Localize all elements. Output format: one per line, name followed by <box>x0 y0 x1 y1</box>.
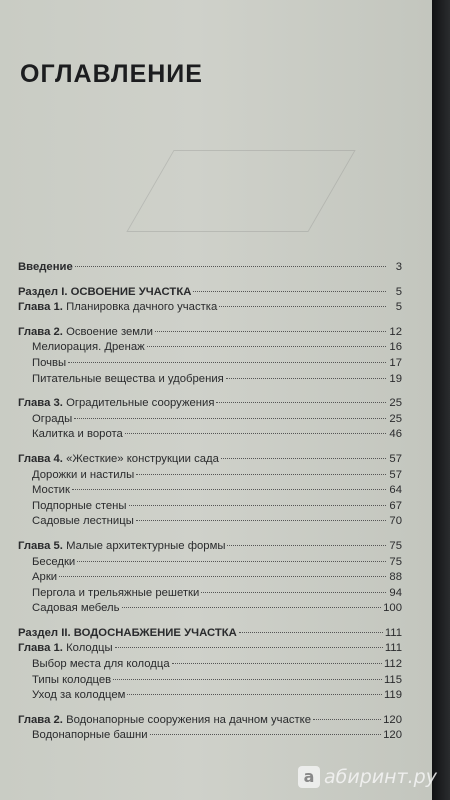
toc-entry-title <box>18 627 237 639</box>
toc-entry <box>18 428 402 444</box>
entry-text: Выбор места для колодца <box>32 658 170 671</box>
toc-entry-title <box>32 484 70 496</box>
toc-entry <box>18 556 402 572</box>
entry-text: Мостик <box>32 484 70 497</box>
toc-entry <box>18 515 402 531</box>
toc-entry-title <box>32 515 134 527</box>
entry-text: Беседки <box>32 555 76 568</box>
page-number: 12 <box>389 325 402 338</box>
chapter-label: Глава 1. <box>18 642 63 655</box>
dot-leader <box>227 545 386 546</box>
entry-text: Подпорные стены <box>32 499 127 512</box>
chapter-title: Малые архитектурные формы <box>66 539 226 552</box>
page-number: 100 <box>383 602 402 615</box>
labirint-logo-icon: а <box>298 766 320 788</box>
dot-leader <box>239 632 383 633</box>
dot-leader <box>113 679 382 680</box>
dot-leader <box>68 362 386 363</box>
chapter-title: Колодцы <box>66 642 113 655</box>
page-number: 119 <box>383 689 402 702</box>
dot-leader <box>155 331 386 332</box>
page-number: 57 <box>389 452 402 465</box>
toc-entry-title <box>32 571 57 583</box>
toc-entry <box>18 627 402 643</box>
dot-leader <box>136 520 386 521</box>
page-number: 111 <box>384 642 402 655</box>
chapter-title: Оградительные сооружения <box>66 397 215 410</box>
chapter-label: Глава 4. <box>18 452 63 465</box>
entry-text: Калитка и ворота <box>32 428 123 441</box>
chapter-title: Водонапорные сооружения на дачном участке <box>66 713 312 726</box>
entry-text: Уход за колодцем <box>32 689 126 702</box>
toc-entry <box>18 341 402 357</box>
toc-entry-title <box>32 469 134 481</box>
faded-illustration <box>126 150 355 232</box>
chapter-label: Глава 3. <box>18 397 63 410</box>
toc-entry-title <box>32 556 75 568</box>
page-number: 5 <box>395 285 402 298</box>
toc-entry <box>18 453 402 469</box>
page-number: 120 <box>383 729 402 742</box>
toc-entry-title <box>18 397 214 409</box>
toc-entry <box>18 357 402 373</box>
dot-leader <box>193 291 386 292</box>
page-number: 120 <box>383 713 402 726</box>
toc-entry-title <box>32 500 127 512</box>
chapter-label: Глава 2. <box>18 713 63 726</box>
toc-entry-title <box>32 357 66 369</box>
page-number: 75 <box>389 555 402 568</box>
chapter-label: Глава 2. <box>18 325 63 338</box>
page-number: 70 <box>389 515 402 528</box>
entry-text: Введение <box>18 261 73 273</box>
dot-leader <box>122 607 382 608</box>
watermark <box>298 766 437 788</box>
page-title: ОГЛАВЛЕНИЕ <box>20 60 203 88</box>
toc-entry-title <box>32 373 224 385</box>
toc-entry <box>18 689 402 705</box>
table-of-contents <box>18 261 402 745</box>
toc-entry <box>18 714 402 730</box>
toc-entry-title <box>32 587 199 599</box>
toc-entry <box>18 658 402 674</box>
page-number: 3 <box>395 261 402 273</box>
toc-entry-title <box>32 428 123 440</box>
entry-text: Почвы <box>32 356 67 369</box>
toc-entry <box>18 413 402 429</box>
toc-entry-title <box>18 326 153 338</box>
dot-leader <box>125 433 386 434</box>
dot-leader <box>129 505 386 506</box>
page-number: 67 <box>389 499 402 512</box>
page-number: 115 <box>383 673 402 686</box>
toc-entry-title <box>18 540 225 552</box>
toc-entry <box>18 540 402 556</box>
chapter-label: Глава 5. <box>18 539 63 552</box>
dot-leader <box>77 561 386 562</box>
dot-leader <box>59 576 386 577</box>
toc-entry <box>18 397 402 413</box>
dot-leader <box>147 346 386 347</box>
toc-entry <box>18 642 402 658</box>
chapter-label: Глава 1. <box>18 301 63 314</box>
entry-text: Садовая мебель <box>32 602 120 615</box>
entry-text: Дорожки и настилы <box>32 468 135 481</box>
toc-entry-title <box>18 301 217 313</box>
toc-entry-title <box>32 341 145 353</box>
dot-leader <box>221 458 386 459</box>
toc-entry-title <box>18 261 73 273</box>
toc-entry <box>18 729 402 745</box>
entry-text: Питательные вещества и удобрения <box>32 372 224 385</box>
toc-entry <box>18 587 402 603</box>
page-number: 25 <box>389 397 402 410</box>
entry-text: Раздел I. ОСВОЕНИЕ УЧАСТКА <box>18 285 192 298</box>
page-number: 19 <box>389 372 402 385</box>
page-number: 111 <box>384 626 402 639</box>
toc-entry-title <box>32 689 125 701</box>
toc-entry <box>18 484 402 500</box>
toc-entry <box>18 326 402 342</box>
dot-leader <box>75 266 386 267</box>
dot-leader <box>74 418 386 419</box>
dot-leader <box>201 592 386 593</box>
chapter-title: Планировка дачного участка <box>66 301 218 314</box>
dot-leader <box>150 734 382 735</box>
toc-entry-title <box>18 286 191 298</box>
page-number: 25 <box>389 412 402 425</box>
toc-entry <box>18 469 402 485</box>
chapter-title: «Жесткие» конструкции сада <box>66 452 219 465</box>
entry-text: Садовые лестницы <box>32 515 134 528</box>
entry-text: Арки <box>32 571 58 584</box>
page-number: 75 <box>389 539 402 552</box>
toc-entry-title <box>32 602 120 614</box>
toc-entry-title <box>18 714 311 726</box>
dot-leader <box>136 474 386 475</box>
page-number: 94 <box>389 586 402 599</box>
entry-text: Водонапорные башни <box>32 729 148 742</box>
dot-leader <box>115 647 383 648</box>
entry-text: Пергола и трельяжные решетки <box>32 586 200 599</box>
entry-text: Мелиорация. Дренаж <box>32 341 145 354</box>
dot-leader <box>127 694 382 695</box>
page-number: 46 <box>389 428 402 441</box>
toc-entry-title <box>32 674 111 686</box>
dot-leader <box>313 719 381 720</box>
toc-entry-title <box>32 413 72 425</box>
watermark-text: абиринт.ру <box>324 766 437 788</box>
page-number: 17 <box>389 356 402 369</box>
dot-leader <box>72 489 386 490</box>
toc-entry-title <box>18 642 113 654</box>
page-number: 88 <box>389 571 402 584</box>
entry-text: Типы колодцев <box>32 673 112 686</box>
toc-entry <box>18 261 402 277</box>
toc-entry <box>18 500 402 516</box>
toc-entry <box>18 373 402 389</box>
toc-entry <box>18 602 402 618</box>
page-number: 57 <box>389 468 402 481</box>
toc-entry-title <box>18 453 219 465</box>
entry-text: Раздел II. ВОДОСНАБЖЕНИЕ УЧАСТКА <box>18 626 237 639</box>
page-number: 64 <box>389 484 402 497</box>
page-number: 5 <box>395 301 402 314</box>
dot-leader <box>226 378 386 379</box>
toc-entry-title <box>32 729 148 741</box>
adjacent-page-edge <box>432 0 450 800</box>
toc-entry <box>18 571 402 587</box>
toc-entry <box>18 301 402 317</box>
toc-entry-title <box>32 658 170 670</box>
page-number: 16 <box>389 341 402 354</box>
dot-leader <box>172 663 382 664</box>
entry-text: Ограды <box>32 412 73 425</box>
dot-leader <box>219 306 386 307</box>
page-number: 112 <box>383 658 402 671</box>
toc-entry <box>18 674 402 690</box>
dot-leader <box>216 402 386 403</box>
chapter-title: Освоение земли <box>66 325 153 338</box>
toc-entry <box>18 286 402 302</box>
